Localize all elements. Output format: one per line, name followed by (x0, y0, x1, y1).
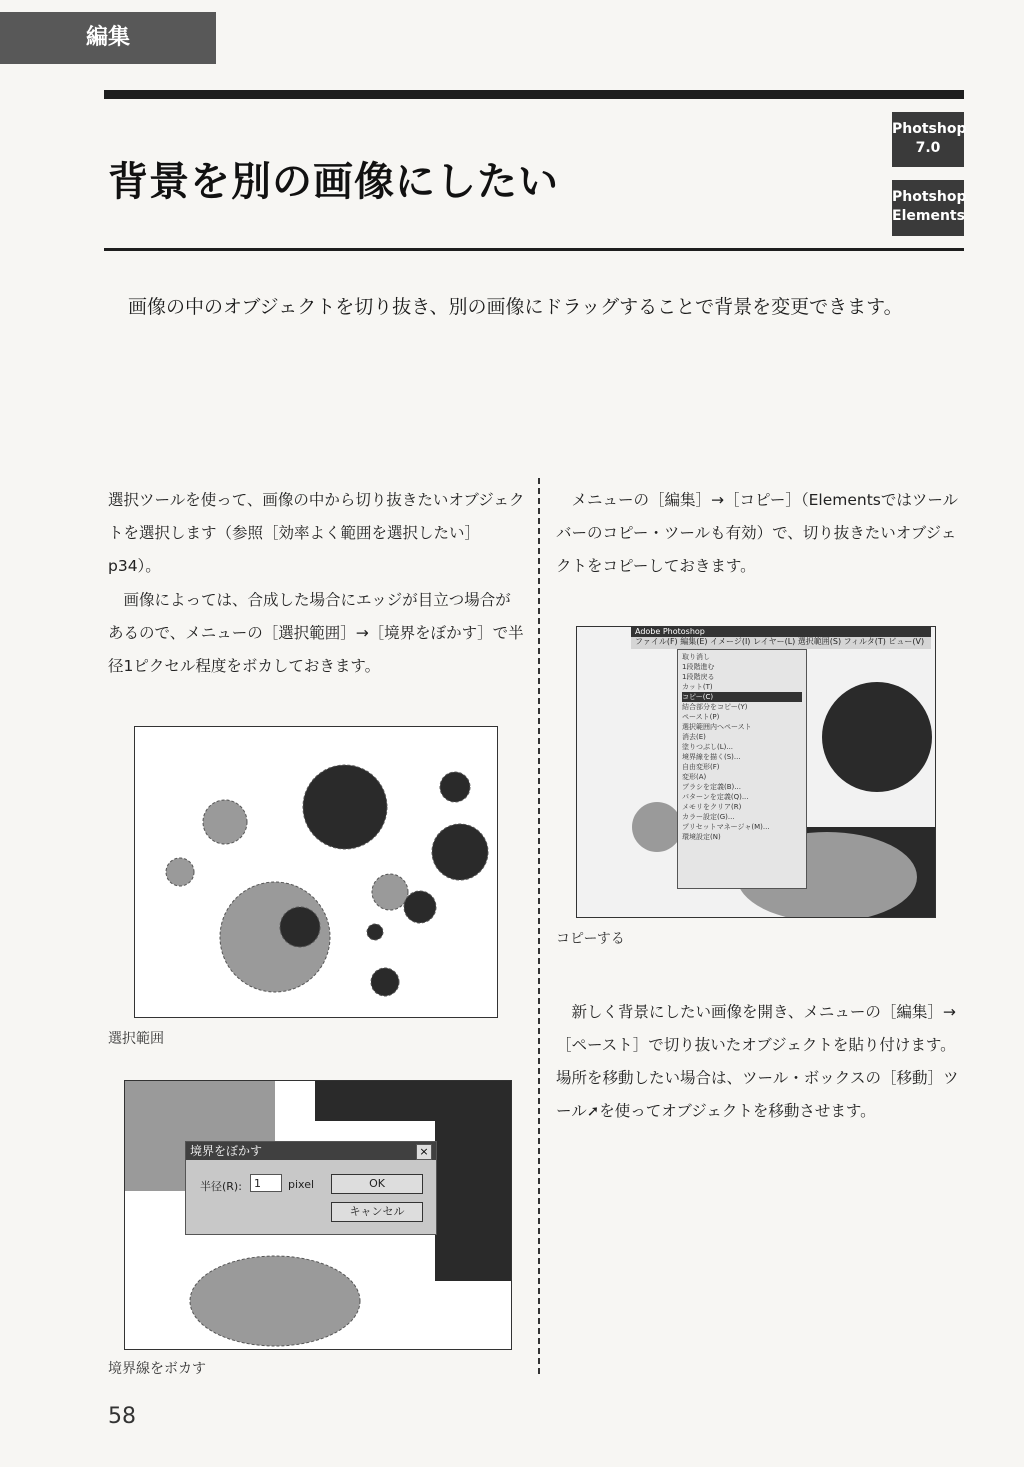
menu-item[interactable]: カラー設定(G)... (682, 813, 735, 821)
window-title: Adobe Photoshop (631, 627, 931, 637)
menu-item[interactable]: 1段階進む (682, 663, 715, 671)
title-rule-top (104, 90, 964, 99)
section-tab: 編集 (0, 12, 216, 64)
page-number: 58 (108, 1404, 136, 1429)
radius-input[interactable]: 1 (250, 1174, 282, 1192)
right-paragraph-1: メニューの［編集］→［コピー］（Elementsではツールバーのコピー・ツールも有効）で、切り抜きたいオブジェクトをコピーしておきます。 (556, 491, 959, 575)
cancel-button[interactable]: キャンセル (331, 1202, 423, 1222)
left-paragraph-1: 選択ツールを使って、画像の中から切り抜きたいオブジェクトを選択します（参照［効率よく範囲を選択したい］p34）。 (108, 491, 525, 575)
menu-item[interactable]: ブラシを定義(B)... (682, 783, 741, 791)
menu-bar-labels[interactable]: ファイル(F) 編集(E) イメージ(I) レイヤー(L) 選択範囲(S) フィルタ(T) ビュー(V) (635, 637, 925, 646)
badge-photoshop-7: Photshop 7.0 (892, 112, 964, 167)
caption-selection: 選択範囲 (108, 1031, 164, 1047)
menu-item[interactable]: パターンを定義(Q)... (682, 793, 749, 801)
caption-feather: 境界線をボカす (108, 1361, 206, 1377)
move-tool-icon: ➚ (586, 1102, 600, 1120)
photoshop-menubar (631, 627, 931, 649)
figure-feather (124, 1080, 512, 1350)
menu-item[interactable]: 環境設定(N) (682, 833, 721, 841)
figure-copy (576, 626, 936, 918)
caption-copy: コピーする (556, 931, 625, 947)
menu-item[interactable]: 1段階戻る (682, 673, 715, 681)
menu-item[interactable]: 塗りつぶし(L)... (682, 743, 734, 751)
figure-selection (134, 726, 498, 1018)
lead-text: 画像の中のオブジェクトを切り抜き、別の画像にドラッグすることで背景を変更できます。 (128, 296, 903, 318)
menu-item[interactable]: プリセットマネージャ(M)... (682, 823, 770, 831)
radius-label: 半径(R): (200, 1180, 242, 1193)
menu-item[interactable]: 取り消し (682, 653, 710, 661)
left-paragraph-2: 画像によっては、合成した場合にエッジが目立つ場合があるので、メニューの［選択範囲］→［境界をぼかす］で半径1ピクセル程度をボカしておきます。 (108, 591, 524, 675)
menu-item[interactable]: ペースト(P) (682, 713, 720, 721)
paragraph-text: 新しく背景にしたい画像を開き、メニューの［編集］→［ペースト］で切り抜いたオブジェクトを貼り付けます。場所を移動したい場合は、ツール・ボックスの［移動］ツール (556, 1003, 959, 1120)
paragraph-text-end: を使ってオブジェクトを移動させます。 (599, 1102, 876, 1120)
menu-item[interactable]: カット(T) (682, 683, 713, 691)
menu-item-copy[interactable]: コピー(C) (682, 692, 802, 702)
feather-dialog (185, 1141, 437, 1235)
title-rule-bottom (104, 248, 964, 251)
radius-unit: pixel (288, 1178, 315, 1191)
menu-item[interactable]: 結合部分をコピー(Y) (682, 703, 748, 711)
menu-item[interactable]: 選択範囲内へペースト (682, 723, 752, 731)
column-divider (538, 478, 540, 1374)
dialog-title: 境界をぼかす (186, 1142, 436, 1160)
badge-photoshop-elements: Photshop Elements (892, 180, 964, 236)
menu-item[interactable]: メモリをクリア(R) (682, 803, 742, 811)
flower-selection-illustration (135, 727, 497, 1017)
menu-item[interactable]: 自由変形(F) (682, 763, 720, 771)
ok-button[interactable]: OK (331, 1174, 423, 1194)
right-paragraph-2 (556, 996, 966, 1128)
menu-item[interactable]: 変形(A) (682, 773, 707, 781)
close-icon[interactable]: × (416, 1144, 432, 1160)
menu-item[interactable]: 境界線を描く(S)... (682, 753, 741, 761)
edit-menu (677, 649, 807, 889)
page-title: 背景を別の画像にしたい (108, 159, 559, 205)
menu-item[interactable]: 消去(E) (682, 733, 706, 741)
